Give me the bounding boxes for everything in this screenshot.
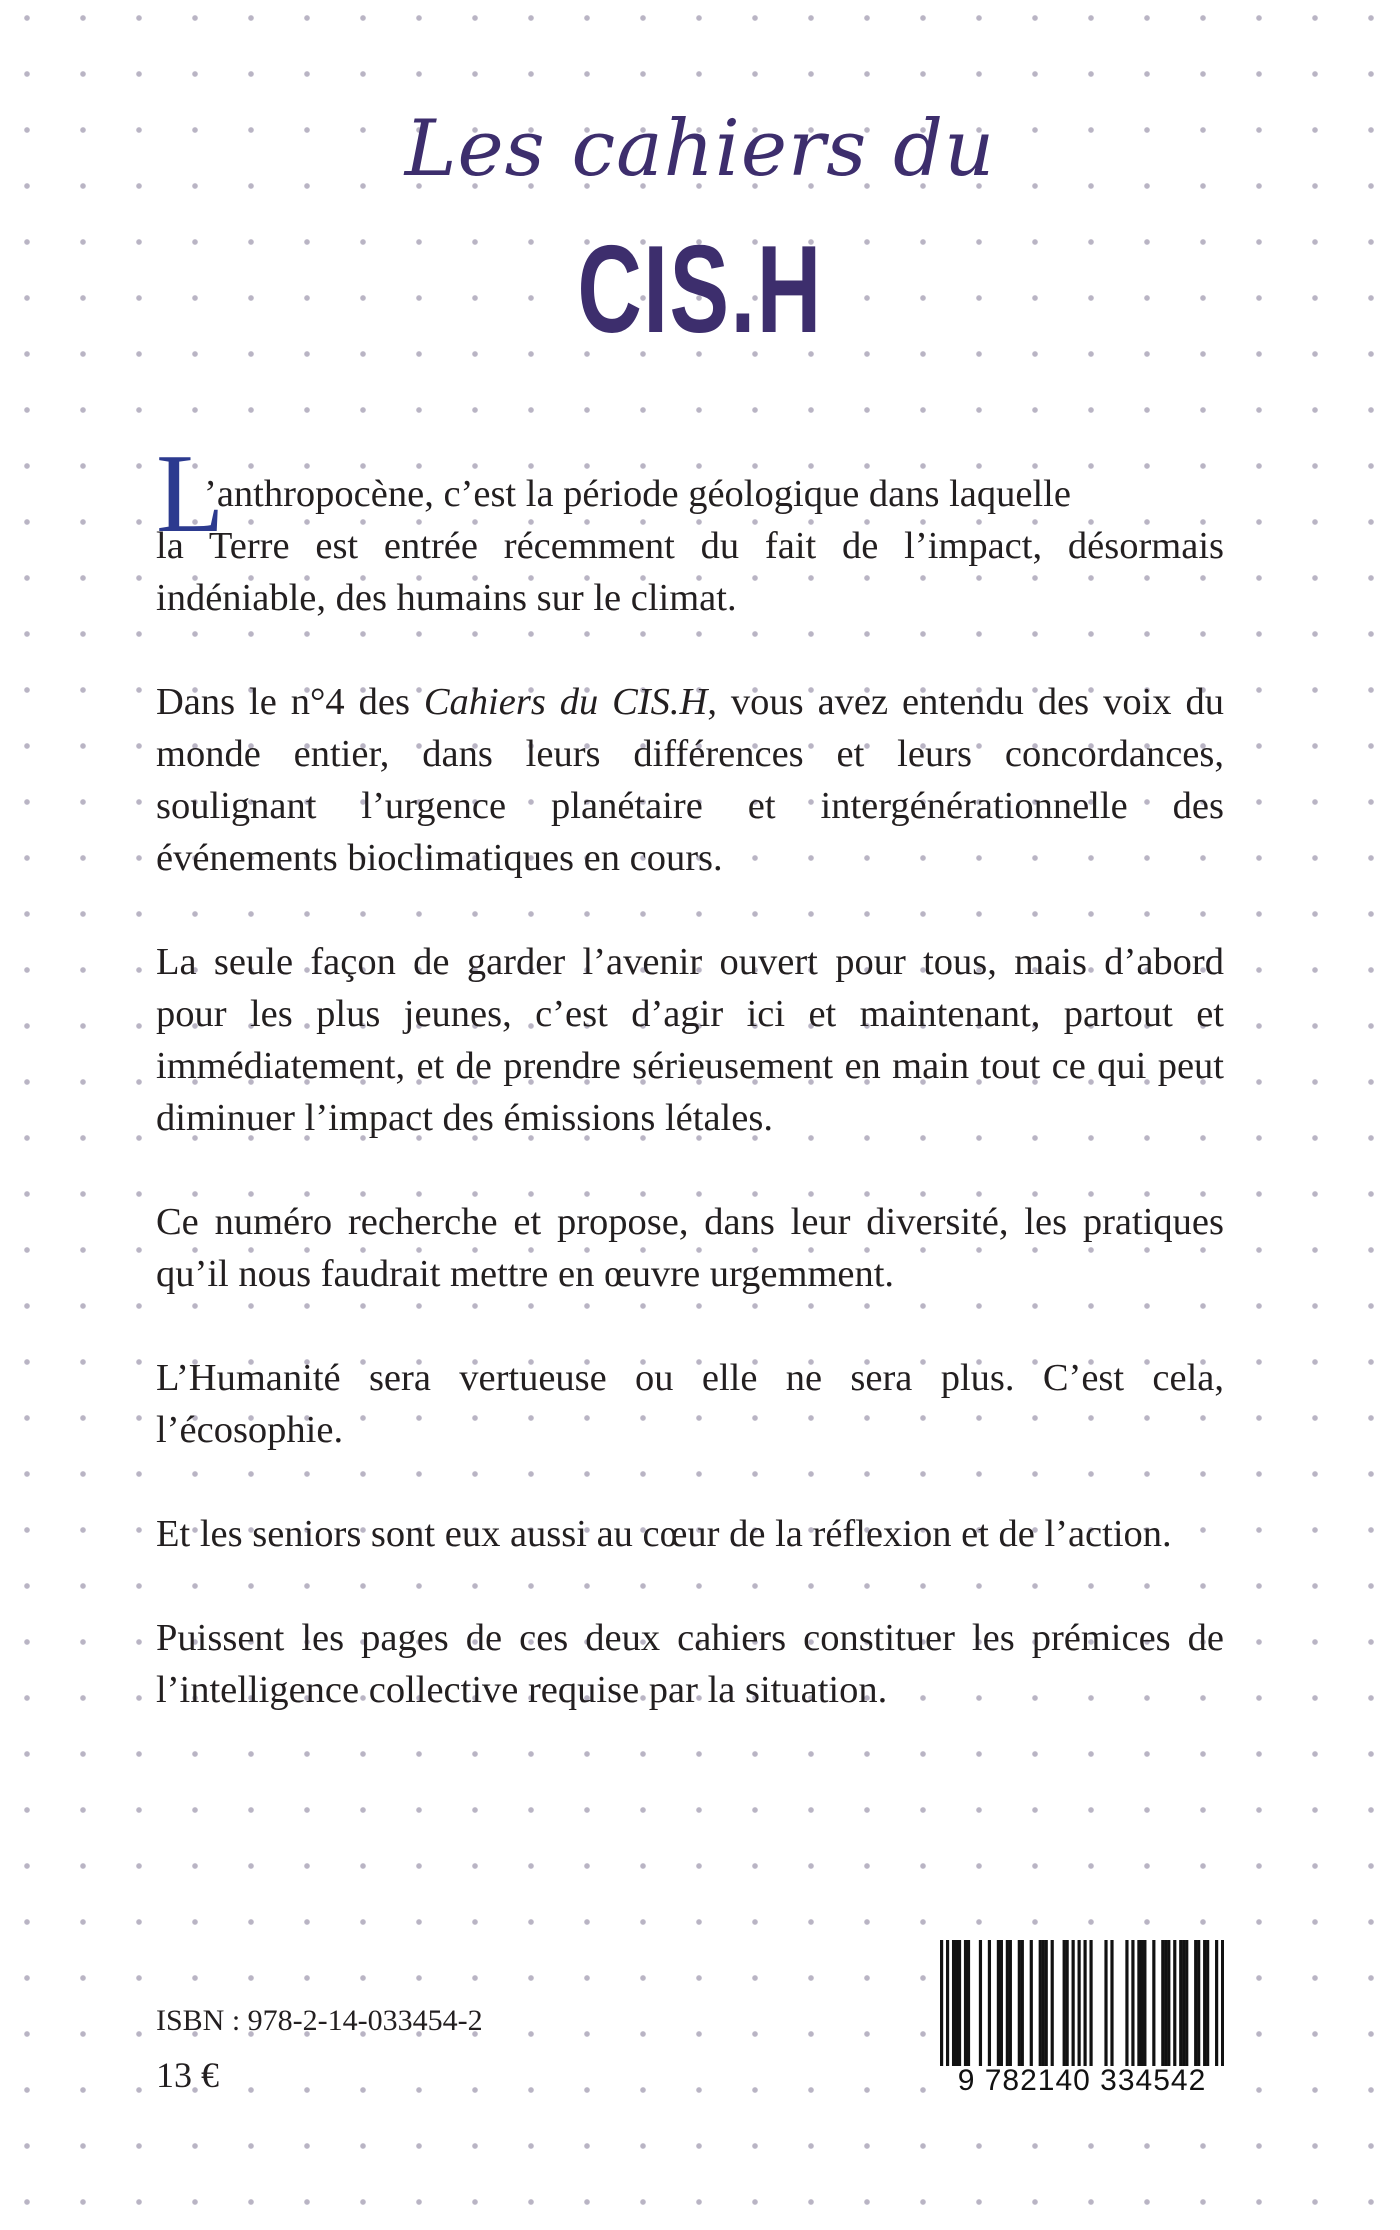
barcode-bar: [997, 1940, 1000, 2070]
barcode-bar: [952, 1940, 955, 2070]
barcode-bar: [1173, 1940, 1176, 2070]
barcode-bar: [1006, 1940, 1009, 2070]
series-script-title: Les cahiers du: [404, 104, 996, 194]
barcode-bar: [946, 1940, 949, 2070]
barcode-bar: [1089, 1940, 1092, 2070]
blurb-text: [156, 432, 1224, 1768]
paragraph-5: L’Humanité sera vertueuse ou elle ne sera plus. C’est cela, l’écosophie.: [156, 1357, 1224, 1451]
barcode-bar: [955, 1940, 958, 2070]
barcode-bar: [1018, 1940, 1021, 2070]
barcode-bar: [1039, 1940, 1042, 2070]
barcode-bar: [1078, 1940, 1081, 2070]
barcode-bar: [1206, 1940, 1209, 2070]
barcode-digits: 9 782140 334542: [940, 2066, 1224, 2096]
paragraph-2-after: , vous avez entendu des voix du monde entier, dans leurs différences et leurs concordances, soulignant l’urgence planétaire et intergénérationnelle des événements bioclimatiques en cours.: [156, 681, 1224, 879]
paragraph-4: Ce numéro recherche et propose, dans leur diversité, les pratiques qu’il nous faudrait mettre en œuvre urgemment.: [156, 1201, 1224, 1295]
barcode-bar: [1182, 1940, 1185, 2070]
barcode-bar: [1167, 1940, 1170, 2070]
barcode-bar: [1164, 1940, 1167, 2070]
barcode-bar: [1104, 1940, 1107, 2070]
barcode-bar: [1137, 1940, 1140, 2070]
barcode-bar: [1152, 1940, 1155, 2070]
barcode: [940, 1940, 1224, 2100]
barcode-bar: [1203, 1940, 1206, 2070]
drop-cap: L: [156, 432, 225, 556]
barcode-bar: [1185, 1940, 1188, 2070]
barcode-bar: [1042, 1940, 1045, 2070]
barcode-bar: [964, 1940, 967, 2070]
barcode-bar: [1045, 1940, 1048, 2070]
paragraph-2-before: Dans le n°4 des: [156, 681, 424, 723]
barcode-bar: [988, 1940, 991, 2070]
barcode-bar: [1000, 1940, 1003, 2070]
barcode-bar: [1072, 1940, 1075, 2070]
barcode-bar: [1083, 1940, 1086, 2070]
barcode-bar: [1161, 1940, 1164, 2070]
series-title: CIS.H: [577, 221, 823, 359]
barcode-bar: [940, 1940, 943, 2070]
barcode-bar: [1125, 1940, 1128, 2070]
paragraph-2: [156, 676, 1224, 884]
barcode-bar: [1194, 1940, 1197, 2070]
paragraph-7: Puissent les pages de ces deux cahiers constituer les prémices de l’intelligence collective requise par la situation.: [156, 1617, 1224, 1711]
barcode-bar: [1143, 1940, 1146, 2070]
barcode-bar: [979, 1940, 982, 2070]
barcode-bar: [1009, 1940, 1012, 2070]
barcode-bar: [958, 1940, 961, 2070]
barcode-bar: [1215, 1940, 1218, 2070]
barcode-bar: [1221, 1940, 1224, 2070]
barcode-bar: [967, 1940, 970, 2070]
barcode-bar: [1051, 1940, 1054, 2070]
barcode-bar: [1140, 1940, 1143, 2070]
barcode-bar: [1179, 1940, 1182, 2070]
paragraph-1-first-line: ’anthropocène, c’est la période géologique dans laquelle: [204, 473, 1071, 515]
paragraph-3: La seule façon de garder l’avenir ouvert pour tous, mais d’abord pour les plus jeunes, c’est d’agir ici et maintenant, partout et immédiatement, et de prendre sérieusement en main tout ce qui peut diminuer l’impact des émissions létales.: [156, 941, 1224, 1139]
barcode-bar: [1197, 1940, 1200, 2070]
barcode-bar: [1131, 1940, 1134, 2070]
paragraph-2-italic-title: Cahiers du CIS.H: [423, 681, 708, 723]
barcode-bar: [1066, 1940, 1069, 2070]
barcode-bar: [1021, 1940, 1024, 2070]
price: 13 €: [156, 2055, 219, 2095]
paragraph-6: Et les seniors sont eux aussi au cœur de la réflexion et de l’action.: [156, 1513, 1172, 1555]
barcode-bar: [1110, 1940, 1113, 2070]
isbn: ISBN : 978-2-14-033454-2: [156, 2004, 483, 2037]
paragraph-1-rest: la Terre est entrée récemment du fait de l’impact, désormais indéniable, des humains sur le climat.: [156, 525, 1224, 619]
barcode-bar: [1063, 1940, 1066, 2070]
paragraph-1: [156, 432, 1224, 624]
barcode-bar: [1030, 1940, 1033, 2070]
